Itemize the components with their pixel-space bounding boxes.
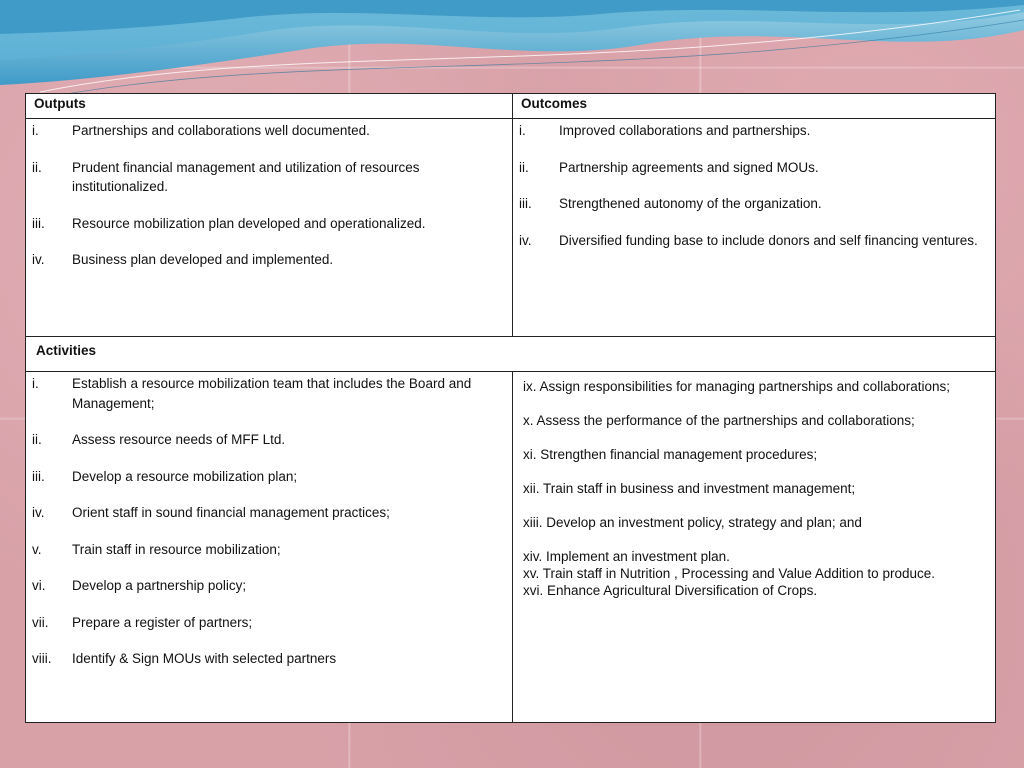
list-item: i. Establish a resource mobilization team that includes the Board and Management;: [32, 376, 472, 411]
activities-right-list: [513, 372, 995, 599]
list-item: ii. Partnership agreements and signed MOUs.: [519, 159, 819, 175]
list-item: vi. Develop a partnership policy;: [32, 578, 247, 593]
list-item: xii. Train staff in business and investment management;: [523, 481, 856, 496]
list-item: iv. Orient staff in sound financial management practices;: [32, 505, 390, 520]
outcomes-cell: [513, 119, 996, 337]
list-item: i. Partnerships and collaborations well documented.: [32, 123, 370, 138]
list-item: x. Assess the performance of the partnerships and collaborations;: [523, 413, 915, 428]
list-item: iv. Business plan developed and implemented.: [32, 252, 334, 267]
list-item: iii. Resource mobilization plan developed and operationalized.: [32, 215, 426, 231]
activities-left-cell: [26, 372, 513, 723]
list-item: viii. Identify & Sign MOUs with selected partners: [32, 651, 337, 666]
list-item: ii. Assess resource needs of MFF Ltd.: [32, 432, 286, 447]
list-item: iii. Develop a resource mobilization plan;: [32, 468, 298, 484]
list-item: iv. Diversified funding base to include donors and self financing ventures.: [519, 232, 978, 248]
activities-header: Activities: [26, 337, 996, 372]
activities-left-list: [26, 372, 512, 669]
list-item: ix. Assign responsibilities for managing partnerships and collaborations;: [523, 379, 950, 394]
list-item: xv. Train staff in Nutrition , Processing and Value Addition to produce.: [523, 566, 935, 581]
outcomes-header: Outcomes: [513, 94, 996, 119]
list-item: iii. Strengthened autonomy of the organization.: [519, 196, 822, 211]
logframe-table: [25, 93, 996, 723]
list-item: xiv. Implement an investment plan.: [523, 549, 730, 564]
outputs-header: Outputs: [26, 94, 513, 119]
outputs-list: [26, 119, 512, 270]
list-item: v. Train staff in resource mobilization;: [32, 541, 281, 557]
list-item: xiii. Develop an investment policy, strategy and plan; and: [523, 515, 862, 530]
outcomes-list: [513, 119, 995, 250]
list-item: xi. Strengthen financial management procedures;: [523, 447, 818, 462]
activities-right-cell: [513, 372, 996, 723]
list-item: ii. Prudent financial management and utilization of resources institutionalized.: [32, 159, 420, 194]
list-item: vii. Prepare a register of partners;: [32, 614, 253, 630]
outputs-cell: [26, 119, 513, 337]
list-item: i. Improved collaborations and partnerships.: [519, 123, 811, 138]
list-item: xvi. Enhance Agricultural Diversification of Crops.: [523, 583, 818, 598]
